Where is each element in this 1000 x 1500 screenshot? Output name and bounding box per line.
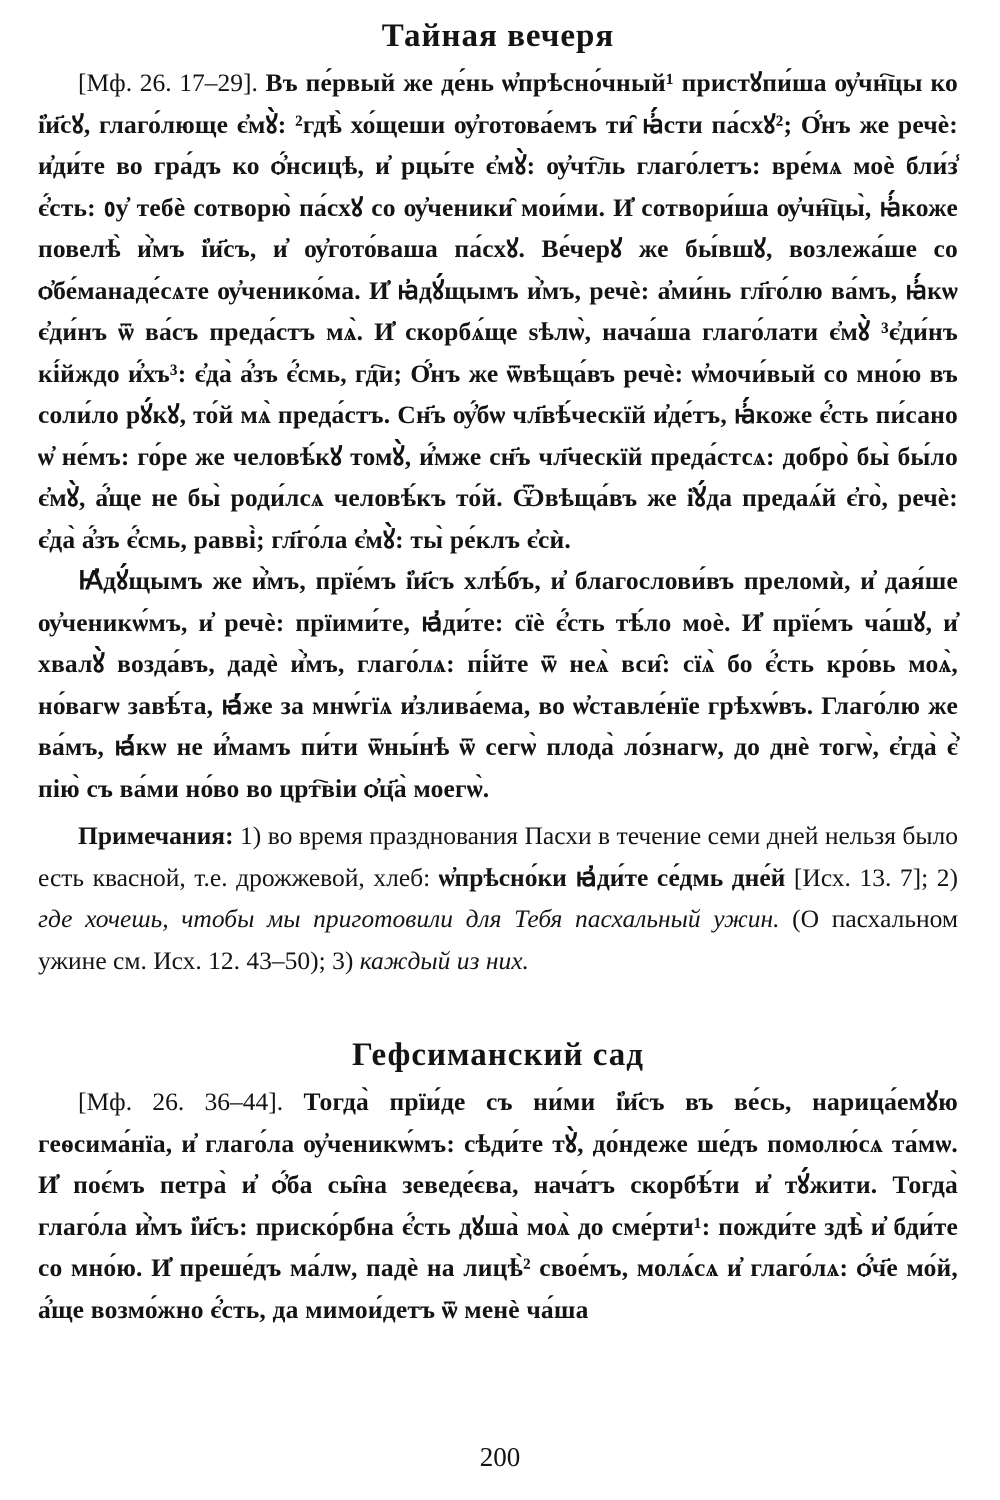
paragraph-last-supper-2: [38, 560, 958, 809]
church-slavonic-text: Ꙗ҆дꙋ́щымъ же и҆̀мъ, прїе́мъ і҆и҃съ хлѣ́бъ, и҆ благослови́въ преломѝ, и҆ дая́ше ѹ҆ченикѡ́мъ, и҆ речѐ: прїими́те, ꙗ҆ди́те: сїѐ є҆́сть тѣ́ло моѐ. И҆ прїе́мъ ча́шꙋ, и҆ хвалꙋ̀ возда́въ, дадѐ и҆̀мъ, глаго́лѧ: пі́йте ѿ неѧ̀ вси̑: сїѧ̀ бо є҆́сть кро́вь моѧ̀, но́вагѡ завѣ́та, ꙗ҆́же за мнѡ́гїѧ и҆злива́ема, во ѡ҆ставле́нїе грѣхѡ́въ. Глаго́лю же ва́мъ, ꙗ҆́кѡ не и҆́мамъ пи́ти ѿны́нѣ ѿ сегѡ̀ плода̀ ло́знагѡ, до днѐ тогѡ̀, є҆гда̀ є҆̀ пію̀ съ ва́ми но́во во црт҇віи ѻ҆ц҃а̀ моегѡ̀.: [38, 566, 958, 803]
paragraph-last-supper-1: [38, 62, 958, 560]
note-text: [Исх. 13. 7]; 2): [793, 862, 959, 892]
church-slavonic-text: Въ пе́рвый же де́нь ѡ҆прѣсно́чный¹ пристꙋпи́ша ѹ҆чн҇цы ко і҆и҃сꙋ, глаго́люще є҆мꙋ̀: ²гдѣ̀ хо́щеши ѹ҆готова́емъ ти̑ ꙗ҆́сти па́схꙋ²; О҆́нъ же речѐ: и҆ди́те во гра́дъ ко ѻ҆́нсицѣ, и҆ рцы́те є҆мꙋ̀: ѹ҆чт҇ль глаго́летъ: вре́мѧ моѐ бли́з̾ є҆́сть: ᲂу҆ тебѐ сотворю̀ па́схꙋ со ѹ҆ченики̑ мои́ми. И҆ сотвори́ша ѹ҆чн҇цы̀, ꙗ҆́коже повелѣ̀ и҆̀мъ і҆и҃съ, и҆ ѹ҆гото́ваша па́схꙋ. Ве́черꙋ же бы́вшꙋ, возлежа́ше со ѻ҆бе́манаде́сѧте ѹ҆ченико́ма. И҆ ꙗ҆дꙋ́щымъ и҆̀мъ, речѐ: а҆ми́нь гл҃го́лю ва́мъ, ꙗ҆́кѡ є҆ди́нъ ѿ ва́съ преда́стъ мѧ̀. И҆ скорбѧ́ще ѕѣлѡ̀, нача́ша глаго́лати є҆мꙋ̀ ³є҆ди́нъ кі́йждо и҆́хъ³: є҆да̀ а҆́зъ є҆́смь, гд҇и; О҆́нъ же ѿвѣща́въ речѐ: ѡ҆мочи́вый со мно́ю въ соли́ло рꙋ́кꙋ, то́й мѧ̀ преда́стъ. Сн҃ъ ѹ҆́бѡ чл҃вѣ́ческїй и҆де́тъ, ꙗ҆́коже є҆́сть пи́сано ѡ҆ не́мъ: го́ре же человѣ́кꙋ томꙋ̀, и҆́мже сн҃ъ чл҃ческїй преда́стсѧ: добро̀ бы̀ бы́ло є҆мꙋ̀, а҆́ще не бы̀ роди́лсѧ человѣ́къ то́й. Ѿвѣща́въ же і҆ꙋ́да предаѧ́й є҆го̀, речѐ: є҆да̀ а҆́зъ є҆́смь, равві̀; гл҃го́ла є҆мꙋ̀: ты̀ ре́клъ є҆сѝ.: [38, 68, 959, 554]
paragraph-gethsemane-1: [38, 1081, 958, 1330]
scripture-reference: [Мф. 26. 36–44].: [78, 1087, 284, 1116]
section-title-gethsemane: Гефсиманский сад: [352, 1037, 644, 1073]
notes-paragraph: [38, 815, 958, 981]
note-slavonic-quote: ѡ҆прѣсно́ки ꙗ҆ди́те се́дмь дне́й: [438, 862, 786, 892]
note-italic-translation: каждый из них.: [359, 945, 529, 975]
note-text: (О пасхальном ужине см. Исх. 12. 43–50); 3): [38, 904, 959, 975]
note-text: 1) во время празднования Пасхи в течение семи дней нельзя было есть квасной, т.е. дрожжевой, хлеб:: [38, 821, 959, 892]
church-slavonic-text: Тогда̀ прїи́де съ ни́ми і҆и҃съ въ ве́сь, нарица́емꙋю геѳсима́нїа, и҆ глаго́ла ѹ҆ченикѡ́мъ: сѣди́те тꙋ̀, до́ндеже ше́дъ помолю́сѧ та́мѡ. И҆ поє́мъ петра̀ и҆ ѻ҆́ба сы̑на зеведе́єва, нача́тъ скорбѣ́ти и҆ тꙋ́жити. Тогда̀ глаго́ла и҆̀мъ і҆и҃съ: приско́рбна є҆́сть дꙋша̀ моѧ̀ до сме́рти¹: пожди́те здѣ̀ и҆ бди́те со мно́ю. И҆ преше́дъ ма́лѡ, падѐ на лицѣ̀² свое́мъ, молѧ́сѧ и҆ глаго́лѧ: ѻ҆́ч҃е мо́й, а҆́ще возмо́жно є҆́сть, да мимои́детъ ѿ менѐ ча́ша: [38, 1087, 958, 1324]
notes-label: Примечания:: [78, 821, 234, 850]
page-number: 200: [479, 1442, 521, 1472]
note-italic-translation: где хочешь, чтобы мы приготовили для Тебя пасхальный ужин.: [38, 904, 780, 933]
scripture-reference: [Мф. 26. 17–29].: [78, 68, 258, 97]
book-page: [38, 14, 958, 1330]
section-title-last-supper: Тайная вечеря: [381, 18, 615, 54]
